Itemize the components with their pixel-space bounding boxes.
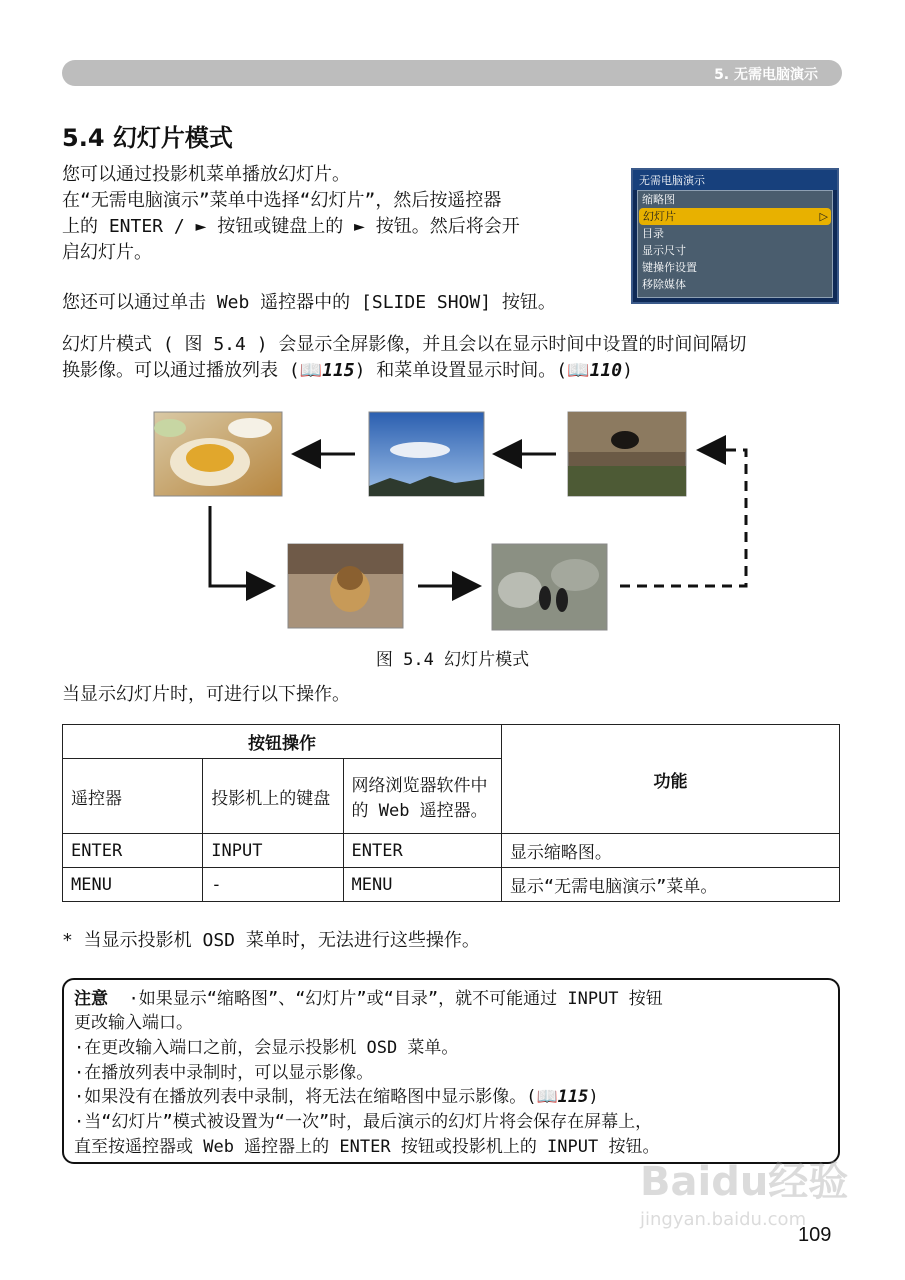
note-line-6: ·当“幻灯片”模式被设置为“一次”时，最后演示的幻灯片将会保存在屏幕上，: [74, 1112, 653, 1132]
chevron-right-icon: ▷: [819, 210, 828, 223]
note-line-7: 直至按遥控器或 Web 遥控器上的 ENTER 按钮或投影机上的 INPUT 按钮。: [74, 1137, 660, 1157]
osd-menu-item-remove-media: 移除媒体: [642, 278, 686, 291]
slide-photo-sky: [369, 412, 484, 496]
cell-web: ENTER: [343, 834, 501, 868]
slide-photo-lion: [288, 544, 403, 628]
osd-menu-item-directory: 目录: [642, 227, 664, 240]
cell-function: 显示缩略图。: [501, 834, 839, 868]
slide-photo-food: [154, 412, 282, 496]
note-label: 注意: [74, 989, 108, 1009]
chapter-title: 5. 无需电脑演示: [714, 67, 818, 83]
table-row: [63, 868, 840, 902]
cell-remote: MENU: [63, 868, 203, 902]
header-web-remote: 网络浏览器软件中的 Web 遥控器。: [343, 759, 501, 834]
osd-menu-item-thumbnail: 缩略图: [642, 193, 675, 206]
watermark-url: jingyan.baidu.com: [640, 1209, 807, 1230]
slide-photo-penguins: [492, 544, 607, 630]
operations-table: [62, 724, 840, 902]
desc-line-2: 换影像。可以通过播放列表 (📖115) 和菜单设置显示时间。(📖110): [62, 360, 633, 381]
header-function: 功能: [501, 725, 839, 834]
intro-line-1: 您可以通过投影机菜单播放幻灯片。: [62, 164, 350, 185]
cell-panel: -: [203, 868, 343, 902]
header-panel-keys: 投影机上的键盘: [203, 759, 343, 834]
intro-line-3: 上的 ENTER / ► 按钮或键盘上的 ► 按钮。然后将会开: [62, 216, 520, 237]
note-line-2: 更改输入端口。: [74, 1013, 193, 1033]
intro-line-2: 在“无需电脑演示”菜单中选择“幻灯片”，然后按遥控器: [62, 190, 502, 211]
osd-menu-item-key-settings: 键操作设置: [642, 261, 697, 274]
osd-menu-item-slideshow: 幻灯片 ▷: [639, 208, 831, 225]
page-number: 109: [798, 1224, 832, 1246]
section-title: 5.4 幻灯片模式: [62, 124, 233, 152]
cell-remote: ENTER: [63, 834, 203, 868]
note-line-5: ·如果没有在播放列表中录制，将无法在缩略图中显示影像。(📖115): [74, 1087, 599, 1107]
book-icon: 📖: [299, 360, 323, 381]
cell-panel: INPUT: [203, 834, 343, 868]
book-icon: 📖: [567, 360, 590, 381]
slide-photo-bear: [568, 412, 686, 496]
note-line-4: ·在播放列表中录制时，可以显示影像。: [74, 1063, 374, 1083]
table-header-row: [63, 725, 840, 759]
cell-function: 显示“无需电脑演示”菜单。: [501, 868, 839, 902]
table-row: [63, 834, 840, 868]
watermark-brand: Baidu经验: [640, 1159, 849, 1205]
desc-line-1: 幻灯片模式 ( 图 5.4 ) 会显示全屏影像，并且会以在显示时间中设置的时间间隔切: [62, 334, 747, 355]
osd-menu-item-display-size: 显示尺寸: [642, 244, 686, 257]
operations-intro: 当显示幻灯片时，可进行以下操作。: [62, 684, 350, 705]
header-remote: 遥控器: [63, 759, 203, 834]
intro-line-5: 您还可以通过单击 Web 遥控器中的 [SLIDE SHOW] 按钮。: [62, 292, 556, 313]
flow-arrow-food-to-lion: [210, 506, 270, 586]
note-box: [62, 978, 840, 1164]
book-icon: 📖: [536, 1087, 558, 1107]
footnote: * 当显示投影机 OSD 菜单时，无法进行这些操作。: [62, 930, 480, 951]
intro-line-4: 启幻灯片。: [62, 242, 152, 263]
figure-caption: 图 5.4 幻灯片模式: [375, 650, 530, 670]
osd-menu-title: 无需电脑演示: [633, 170, 837, 190]
cell-web: MENU: [343, 868, 501, 902]
note-line-3: ·在更改输入端口之前，会显示投影机 OSD 菜单。: [74, 1038, 459, 1058]
group-header-button-ops: 按钮操作: [63, 725, 502, 759]
note-line-1: 注意 ·如果显示“缩略图”、“幻灯片”或“目录”，就不可能通过 INPUT 按钮: [74, 989, 663, 1009]
